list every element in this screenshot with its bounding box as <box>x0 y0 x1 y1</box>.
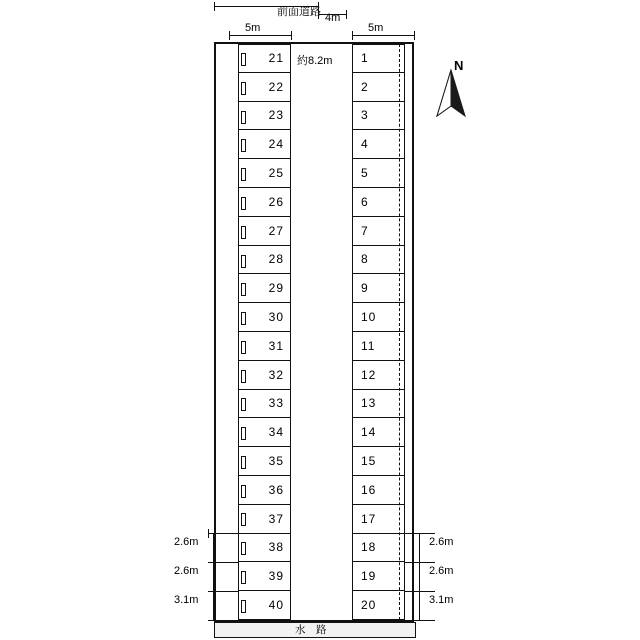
stall-9[interactable] <box>352 274 405 303</box>
stall-label: 36 <box>268 482 284 497</box>
stall-label: 7 <box>361 223 369 238</box>
top-left-width-label: 5m <box>245 22 261 34</box>
left-dim-1-cap-top <box>208 529 209 538</box>
wheel-stop-icon <box>241 600 246 613</box>
stall-label: 11 <box>361 338 376 353</box>
wheel-stop-icon <box>241 82 246 95</box>
stall-6[interactable] <box>352 188 405 217</box>
right-dim-1-label: 2.6m <box>429 536 454 548</box>
north-arrow-icon <box>425 68 477 130</box>
stall-label: 13 <box>361 396 377 411</box>
stall-label: 31 <box>268 338 284 353</box>
stall-label: 9 <box>361 281 369 296</box>
left-dim-3-label: 3.1m <box>174 594 199 606</box>
stall-label: 34 <box>268 425 284 440</box>
stall-label: 6 <box>361 194 369 209</box>
front-road-dim-cap-left <box>214 2 215 11</box>
stall-8[interactable] <box>352 246 405 275</box>
stall-16[interactable] <box>352 476 405 505</box>
wheel-stop-icon <box>241 341 246 354</box>
north-label: N <box>454 58 464 73</box>
wheel-stop-icon <box>241 168 246 181</box>
waterway-label: 水 路 <box>295 624 327 636</box>
stall-18[interactable] <box>352 534 405 563</box>
right-stall-column <box>352 44 405 620</box>
stall-20[interactable] <box>352 591 405 620</box>
stall-5[interactable] <box>352 159 405 188</box>
stall-label: 35 <box>268 454 284 469</box>
wheel-stop-icon <box>241 456 246 469</box>
wheel-stop-icon <box>241 427 246 440</box>
right-dim-2-vline <box>419 562 420 591</box>
stall-label: 15 <box>361 454 377 469</box>
wheel-stop-icon <box>241 283 246 296</box>
stall-label: 22 <box>268 79 284 94</box>
top-left-width-cap-b <box>291 31 292 40</box>
stall-label: 5 <box>361 166 369 181</box>
stall-label: 39 <box>268 569 284 584</box>
stall-label: 25 <box>268 166 284 181</box>
stall-label: 40 <box>268 598 284 613</box>
left-stall-column <box>238 44 291 620</box>
stall-19[interactable] <box>352 562 405 591</box>
stall-1[interactable] <box>352 44 405 73</box>
right-dim-1-line <box>405 533 435 534</box>
wheel-stop-icon <box>241 197 246 210</box>
stall-label: 16 <box>361 482 377 497</box>
stall-label: 20 <box>361 598 377 613</box>
road-width-cap-left <box>318 10 319 19</box>
right-dim-3-label: 3.1m <box>429 594 454 606</box>
left-dim-2-label: 2.6m <box>174 565 199 577</box>
right-dim-1-vline <box>419 533 420 562</box>
stall-label: 2 <box>361 79 369 94</box>
wheel-stop-icon <box>241 53 246 66</box>
wheel-stop-icon <box>241 370 246 383</box>
wheel-stop-icon <box>241 398 246 411</box>
stall-label: 38 <box>268 540 284 555</box>
stall-label: 10 <box>361 310 377 325</box>
stall-label: 17 <box>361 511 377 526</box>
wheel-stop-icon <box>241 571 246 584</box>
stall-label: 18 <box>361 540 377 555</box>
stall-label: 23 <box>268 108 284 123</box>
right-dim-2-label: 2.6m <box>429 565 454 577</box>
stall-10[interactable] <box>352 303 405 332</box>
stall-label: 21 <box>268 51 284 66</box>
left-dim-1-label: 2.6m <box>174 536 199 548</box>
stall-label: 19 <box>361 569 377 584</box>
right-lane-dashed-line <box>399 44 400 620</box>
stall-4[interactable] <box>352 130 405 159</box>
right-dim-3-vline <box>419 591 420 620</box>
stall-label: 30 <box>268 310 284 325</box>
left-dim-1-vline <box>213 533 214 562</box>
center-aisle <box>291 44 352 620</box>
stall-label: 1 <box>361 51 369 66</box>
stall-label: 8 <box>361 252 369 267</box>
stall-label: 26 <box>268 194 284 209</box>
stall-label: 12 <box>361 367 377 382</box>
stall-3[interactable] <box>352 102 405 131</box>
stall-label: 27 <box>268 223 284 238</box>
stall-label: 32 <box>268 367 284 382</box>
front-road-label: 前面道路 <box>277 6 321 18</box>
stall-11[interactable] <box>352 332 405 361</box>
aisle-width-label: 約8.2m <box>297 55 333 67</box>
wheel-stop-icon <box>241 226 246 239</box>
stall-label: 4 <box>361 137 369 152</box>
right-dim-3-line <box>405 591 435 592</box>
stall-14[interactable] <box>352 418 405 447</box>
stall-12[interactable] <box>352 361 405 390</box>
top-left-width-cap-a <box>229 31 230 40</box>
wheel-stop-icon <box>241 312 246 325</box>
stall-label: 33 <box>268 396 284 411</box>
top-right-width-cap-b <box>414 31 415 40</box>
compass <box>425 58 477 120</box>
stall-label: 29 <box>268 281 284 296</box>
stall-2[interactable] <box>352 73 405 102</box>
stall-label: 28 <box>268 252 284 267</box>
road-width-label: 4m <box>325 12 341 24</box>
wheel-stop-icon <box>241 485 246 498</box>
top-right-width-dim-line <box>352 35 414 36</box>
stall-13[interactable] <box>352 390 405 419</box>
wheel-stop-icon <box>241 255 246 268</box>
road-width-cap-right <box>346 10 347 19</box>
right-dim-2-line <box>405 562 435 563</box>
right-dim-4-line <box>405 620 435 621</box>
stall-17[interactable] <box>352 505 405 534</box>
wheel-stop-icon <box>241 139 246 152</box>
stall-label: 37 <box>268 511 284 526</box>
stall-15[interactable] <box>352 447 405 476</box>
stall-7[interactable] <box>352 217 405 246</box>
wheel-stop-icon <box>241 542 246 555</box>
top-right-width-cap-a <box>352 31 353 40</box>
top-right-width-label: 5m <box>368 22 384 34</box>
left-dim-4-line <box>208 620 238 621</box>
left-dim-2-vline <box>213 562 214 591</box>
stall-label: 24 <box>268 137 284 152</box>
wheel-stop-icon <box>241 513 246 526</box>
stall-label: 14 <box>361 425 377 440</box>
top-left-width-dim-line <box>229 35 291 36</box>
left-dim-3-vline <box>213 591 214 620</box>
wheel-stop-icon <box>241 111 246 124</box>
stall-label: 3 <box>361 108 369 123</box>
